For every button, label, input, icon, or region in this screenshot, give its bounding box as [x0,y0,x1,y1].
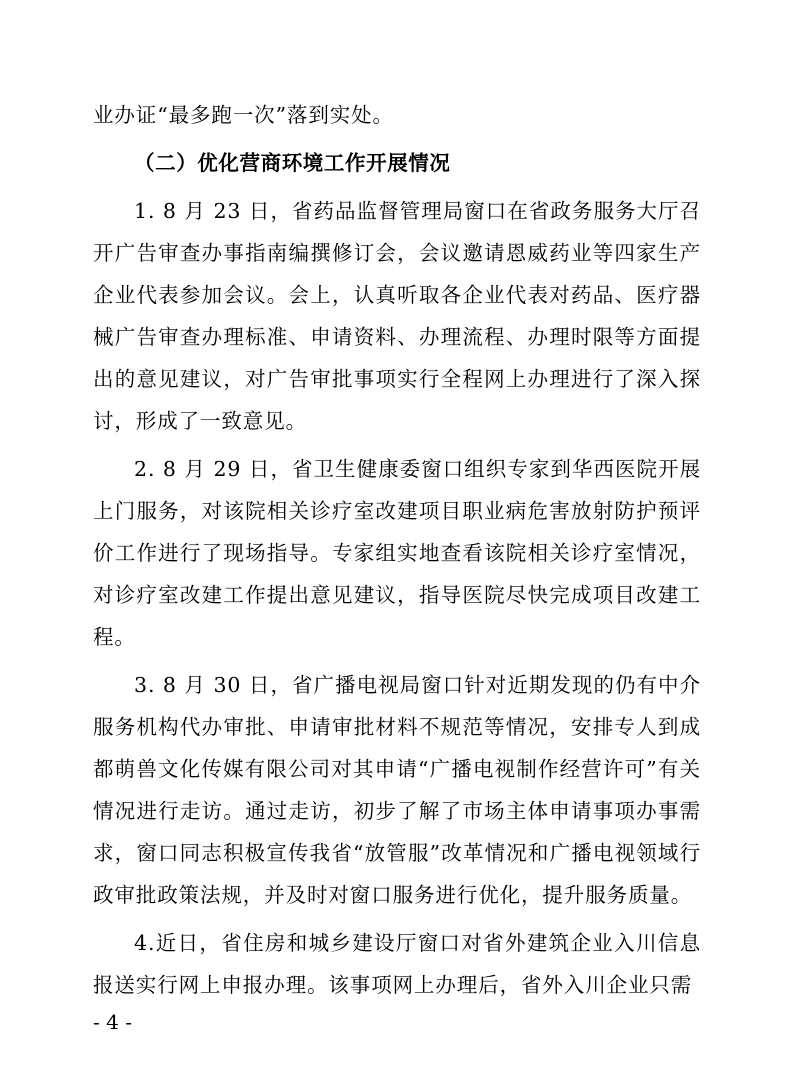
paragraph-item-3: 3. 8 月 30 日，省广播电视局窗口针对近期发现的仍有中介服务机构代办审批、申请审批材料不规范等情况，安排专人到成都萌兽文化传媒有限公司对其申请“广播电视制作经营许可”有关情况进行走访。通过走访，初步了解了市场主体申请事项办事需求，窗口同志积极宣传我省“放管服”改革情况和广播电视领域行政审批政策法规，并及时对窗口服务进行优化，提升服务质量。 [93,673,701,907]
document-page [93,94,701,1006]
paragraph-item-1: 1. 8 月 23 日，省药品监督管理局窗口在省政务服务大厅召开广告审查办事指南编撰修订会，会议邀请恩威药业等四家生产企业代表参加会议。会上，认真听取各企业代表对药品、医疗器械广告审查办理标准、申请资料、办理流程、办理时限等方面提出的意见建议，对广告审批事项实行全程网上办理进行了深入探讨，形成了一致意见。 [93,199,701,433]
paragraph-continuation: 业办证“最多跑一次”落到实处。 [93,103,394,127]
section-heading: （二）优化营商环境工作开展情况 [134,151,451,175]
paragraph-item-2: 2. 8 月 29 日，省卫生健康委窗口组织专家到华西医院开展上门服务，对该院相关诊疗室改建项目职业病危害放射防护预评价工作进行了现场指导。专家组实地查看该院相关诊疗室情况，对诊疗室改建工作提出意见建议，指导医院尽快完成项目改建工程。 [93,457,701,649]
page-number: - 4 - [93,1010,132,1034]
paragraph-item-4: 4.近日，省住房和城乡建设厅窗口对省外建筑企业入川信息报送实行网上申报办理。该事项网上办理后，省外入川企业只需 [93,931,701,997]
